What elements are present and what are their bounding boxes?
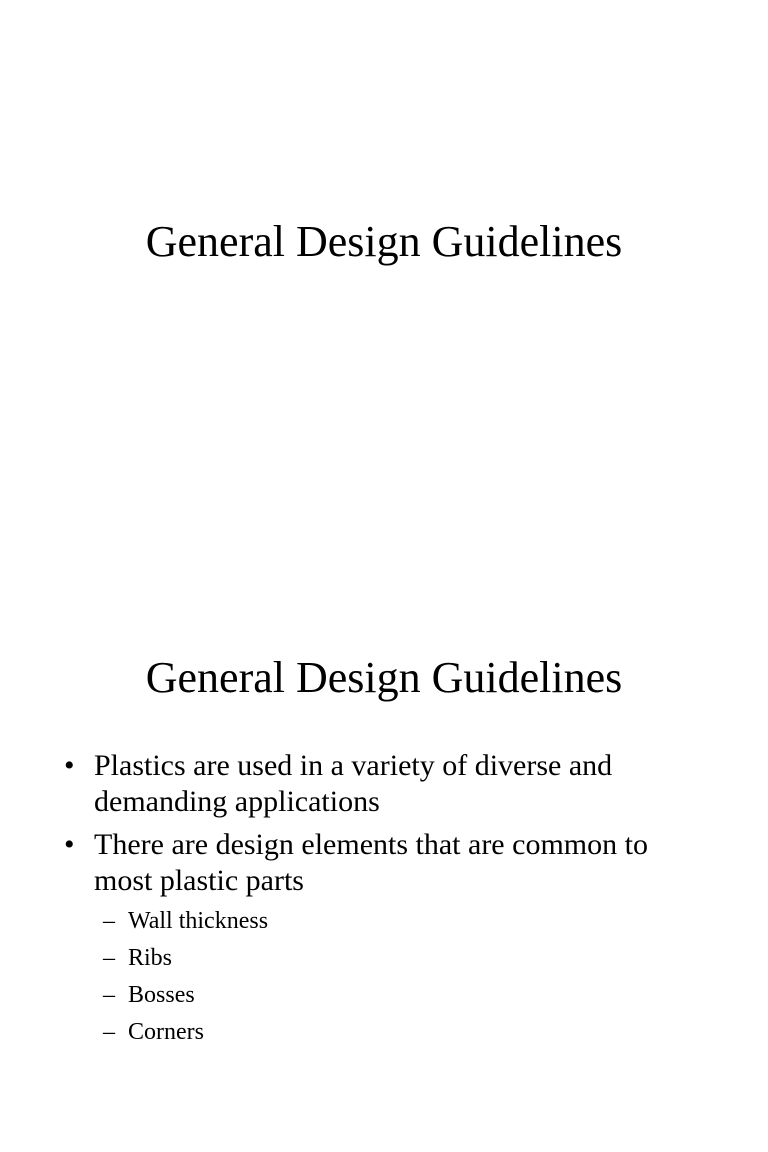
sub-bullet-text: Bosses [128,982,195,1008]
sub-bullet-text: Wall thickness [128,908,269,934]
sub-bullet-marker: – [103,945,115,971]
sub-bullet-item [0,980,768,1010]
bullet-list [0,748,768,1054]
sub-bullet-item [0,906,768,936]
sub-bullet-text: Ribs [128,945,173,971]
slide-title: General Design Guidelines [145,653,623,702]
content-slide [0,576,768,1152]
sub-bullet-group [0,906,768,1047]
bullet-text: Plastics are used in a variety of diverse and demanding applications [94,749,613,818]
slide-title: General Design Guidelines [145,217,623,266]
sub-bullet-item [0,943,768,973]
sub-bullet-marker: – [103,982,115,1008]
sub-bullet-text: Corners [128,1019,204,1045]
bullet-text: There are design elements that are common to most plastic parts [94,828,648,897]
bullet-marker: • [64,749,75,782]
bullet-marker: • [64,828,75,861]
sub-bullet-marker: – [103,1019,115,1045]
bullet-item [0,748,768,820]
bullet-item [0,827,768,899]
sub-bullet-marker: – [103,908,115,934]
sub-bullet-item [0,1017,768,1047]
sub-bullet-list [0,906,768,1047]
